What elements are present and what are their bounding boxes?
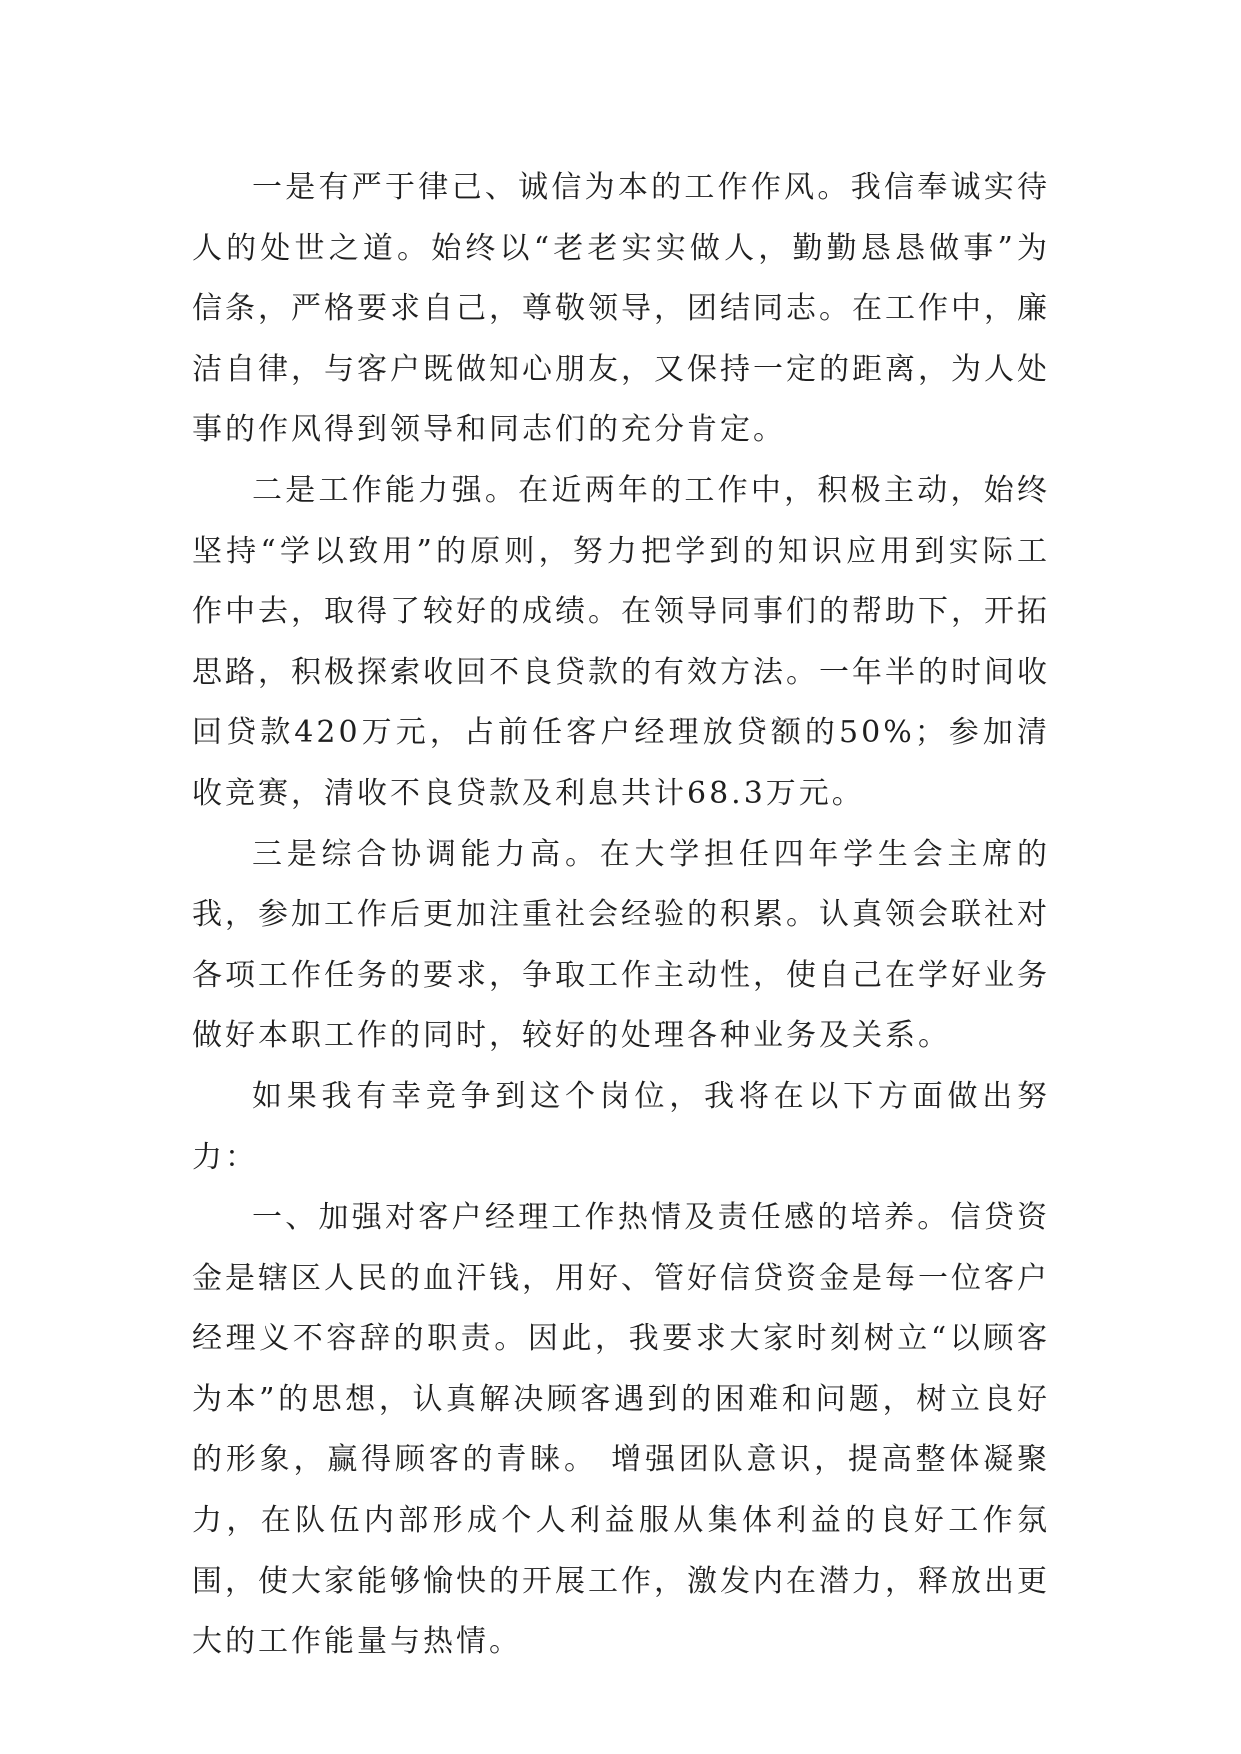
paragraph-work-ability: 二是工作能力强。在近两年的工作中，积极主动，始终坚持“学以致用”的原则，努力把学到的知识应用到实际工作中去，取得了较好的成绩。在领导同事们的帮助下，开拓思路，积极探索收回不良贷款的有效方法。一年半的时间收回贷款420万元，占前任客户经理放贷额的50%；参加清收竞赛，清收不良贷款及利息共计68.3万元。 [192,472,1050,811]
document-body [192,158,1050,1673]
paragraph-plan-one: 一、加强对客户经理工作热情及责任感的培养。信贷资金是辖区人民的血汗钱，用好、管好信贷资金是每一位客户经理义不容辞的职责。因此，我要求大家时刻树立“以顾客为本”的思想，认真解决顾客遇到的困难和问题，树立良好的形象，赢得顾客的青睐。 增强团队意识，提高整体凝聚力，在队伍内部形成个人利益服从集体利益的良好工作氛围，使大家能够愉快的开展工作，激发内在潜力，释放出更大的工作能量与热情。 [192,1200,1050,1660]
paragraph-work-style: 一是有严于律己、诚信为本的工作作风。我信奉诚实待人的处世之道。始终以“老老实实做人，勤勤恳恳做事”为信条，严格要求自己，尊敬领导，团结同志。在工作中，廉洁自律，与客户既做知心朋友，又保持一定的距离，为人处事的作风得到领导和同志们的充分肯定。 [192,170,1050,448]
paragraph-commitment-intro: 如果我有幸竞争到这个岗位，我将在以下方面做出努力： [192,1078,1050,1175]
paragraph-coordination: 三是综合协调能力高。在大学担任四年学生会主席的我，参加工作后更加注重社会经验的积累。认真领会联社对各项工作任务的要求，争取工作主动性，使自己在学好业务做好本职工作的同时，较好的处理各种业务及关系。 [192,836,1050,1054]
